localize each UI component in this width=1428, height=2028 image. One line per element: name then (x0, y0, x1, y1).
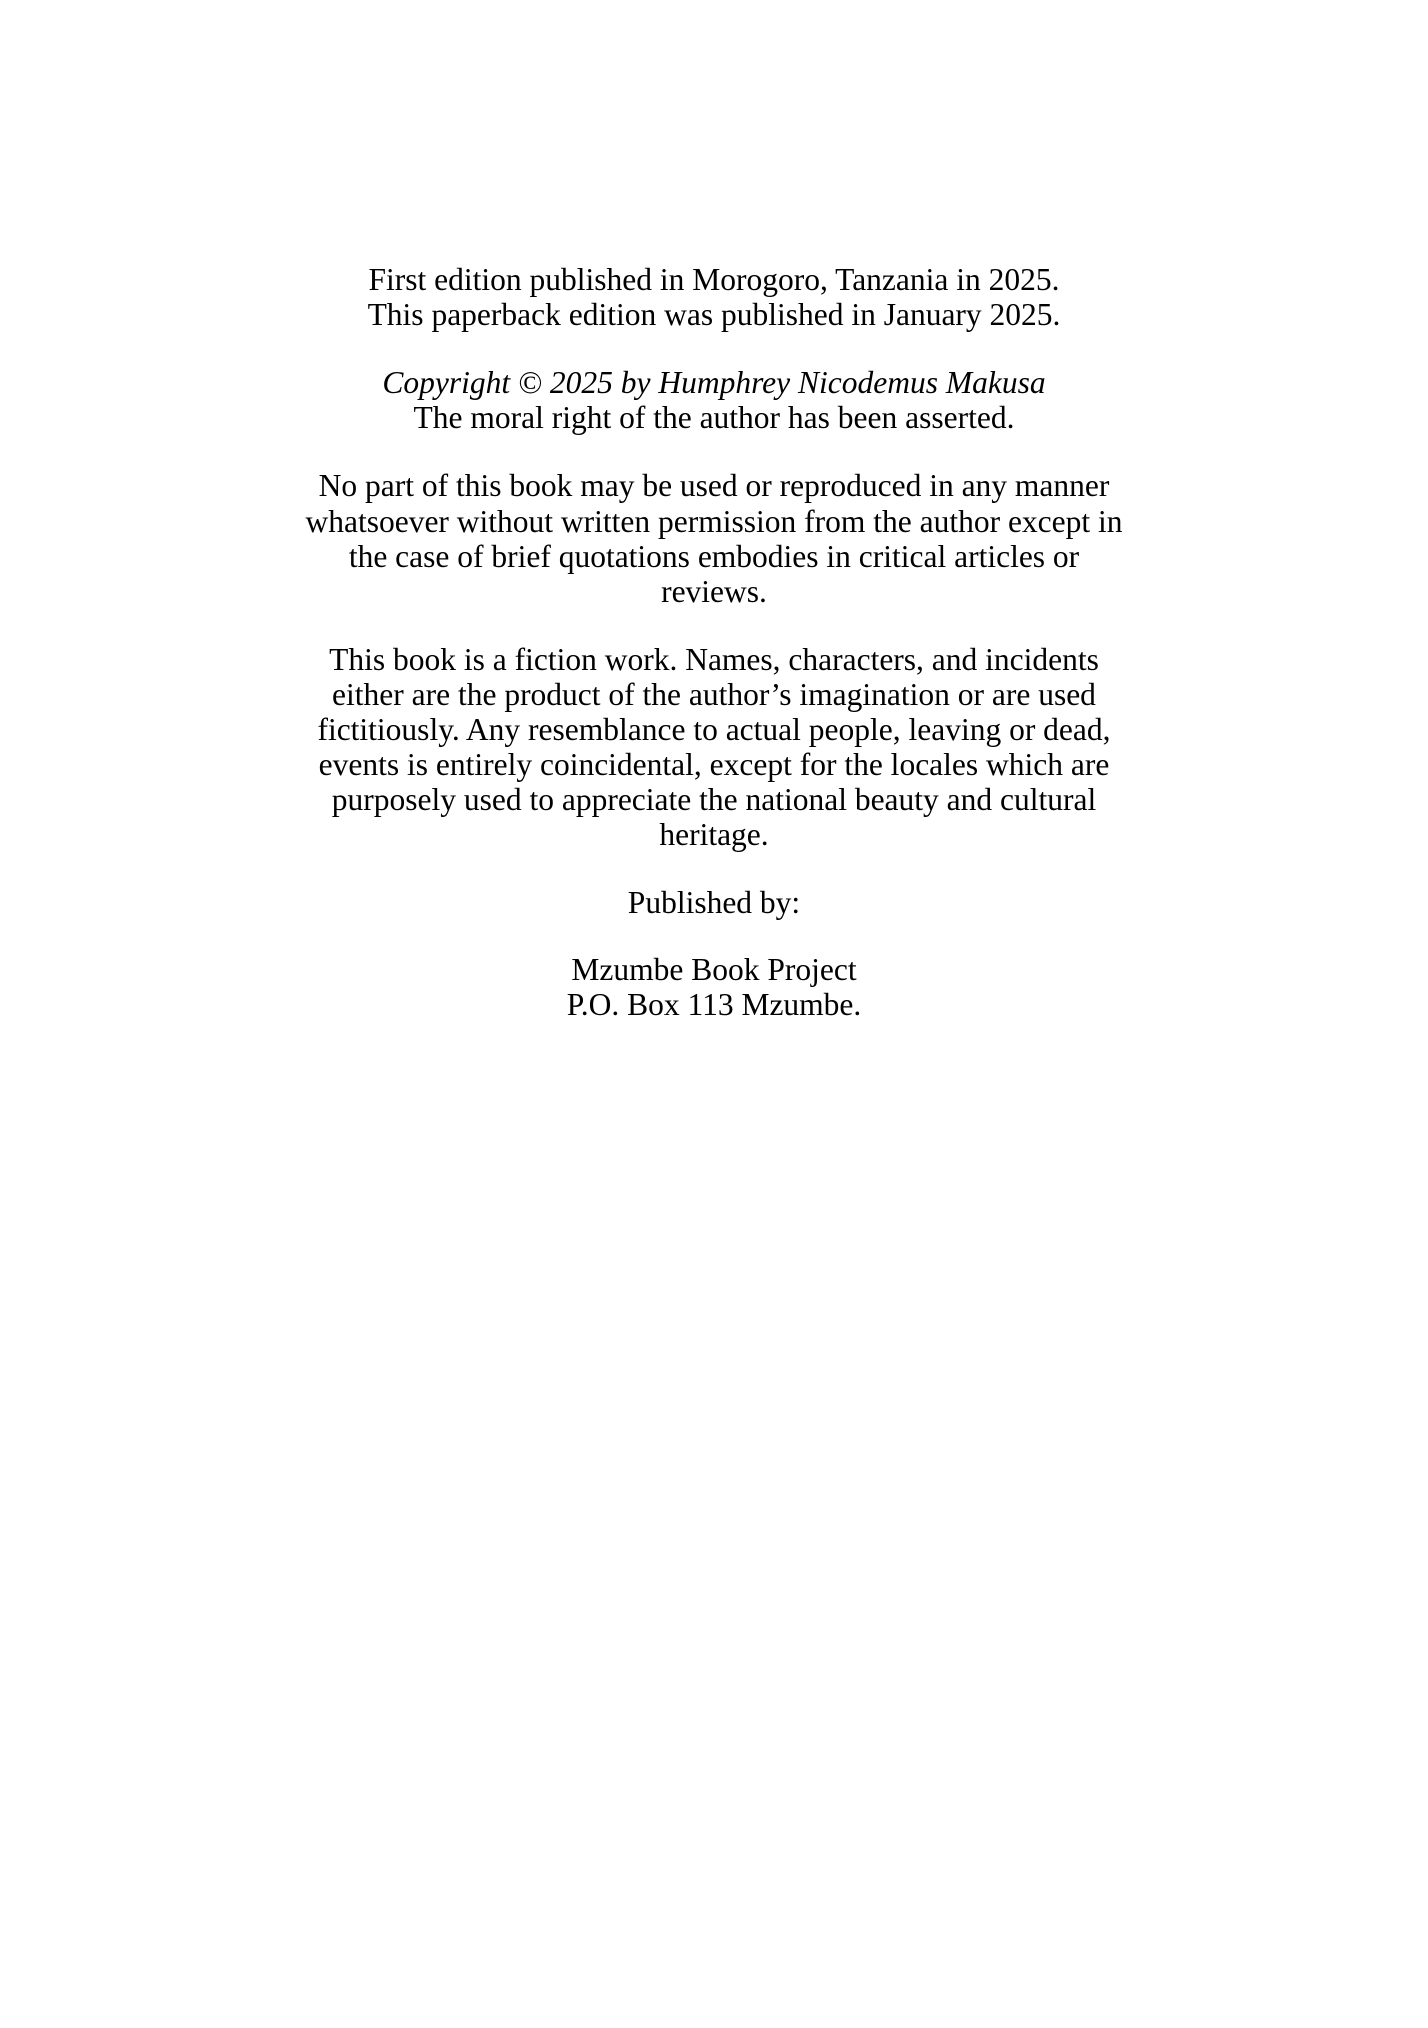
fiction-disclaimer-line-2: either are the product of the author’s imagination or are used (332, 676, 1096, 712)
fiction-disclaimer-line-6: heritage. (659, 817, 769, 853)
reproduction-notice-line-4: reviews. (661, 573, 767, 609)
reproduction-notice-line-1: No part of this book may be used or reproduced in any manner (318, 468, 1110, 504)
publication-block (172, 262, 1256, 332)
fiction-disclaimer-line-3: fictitiously. Any resemblance to actual people, leaving or dead, (317, 712, 1111, 748)
published-by-block (172, 885, 1256, 920)
publisher-address: P.O. Box 113 Mzumbe. (566, 986, 862, 1022)
spacer-after-publication (172, 332, 1256, 365)
spacer-after-fiction-disclaimer (172, 853, 1256, 885)
fiction-disclaimer-block (172, 642, 1256, 853)
spacer-after-copyright (172, 435, 1256, 468)
reproduction-notice-line-3: the case of brief quotations embodies in critical articles or (348, 538, 1080, 574)
spacer-after-reproduction-notice (172, 609, 1256, 642)
paperback-edition-line: This paperback edition was published in January 2025. (367, 297, 1061, 333)
publisher-name: Mzumbe Book Project (571, 951, 857, 987)
spacer-after-published-by (172, 920, 1256, 952)
copyright-block (172, 365, 1256, 435)
copyright-notice: Copyright © 2025 by Humphrey Nicodemus Makusa (382, 365, 1046, 401)
publisher-details-block (172, 952, 1256, 1022)
fiction-disclaimer-line-5: purposely used to appreciate the national beauty and cultural (331, 782, 1097, 818)
fiction-disclaimer-line-4: events is entirely coincidental, except for the locales which are (318, 747, 1110, 783)
fiction-disclaimer-line-1: This book is a fiction work. Names, characters, and incidents (329, 641, 1099, 677)
moral-right-statement: The moral right of the author has been asserted. (413, 400, 1015, 436)
copyright-page-content (172, 262, 1256, 1022)
published-by-heading: Published by: (627, 884, 801, 920)
reproduction-notice-block (172, 468, 1256, 608)
reproduction-notice-line-2: whatsoever without written permission from the author except in (305, 503, 1123, 539)
first-edition-line: First edition published in Morogoro, Tanzania in 2025. (368, 262, 1060, 297)
